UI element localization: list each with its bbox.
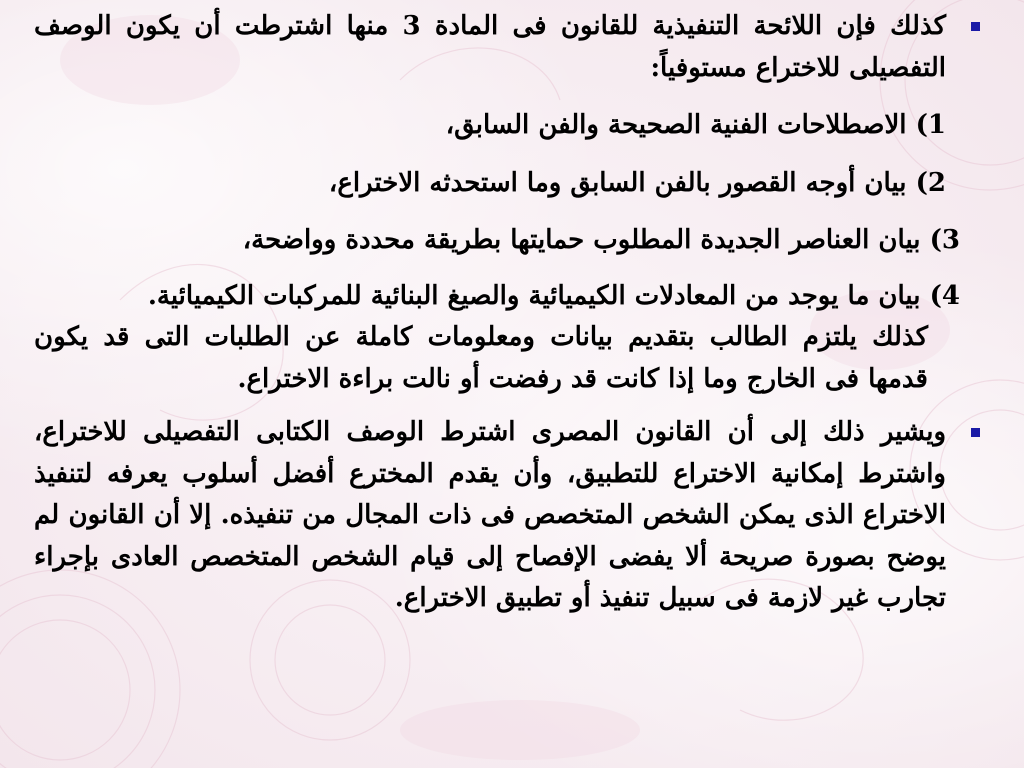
list-item-text: بيان العناصر الجديدة المطلوب حمايتها بطريقة محددة وواضحة، [242, 225, 921, 255]
slide-content [34, 6, 990, 620]
list-item-3 [34, 220, 990, 262]
list-item-number: 1) [915, 110, 946, 140]
list-item-text: بيان ما يوجد من المعادلات الكيميائية والصيغ البنائية للمركبات الكيميائية. [147, 280, 921, 311]
list-item-4 [34, 276, 990, 401]
bullet-2-text: ويشير ذلك إلى أن القانون المصرى اشترط الوصف الكتابى التفصيلى للاختراع، واشترط إمكانية الاختراع للتطبيق، وأن يقدم المخترع أفضل أسلوب يعرفه لتنفيذ الاختراع الذى يمكن الشخص المتخصص فى ذات المجال من تنفيذه. إلا أن القانون لم يوضح بصورة صريحة ألا يفضى الإفصاح إلى قيام الشخص المتخصص العادى بإجراء تجارب غير لازمة فى سبيل تنفيذ أو تطبيق الاختراع. [34, 417, 946, 613]
list-item-1 [34, 105, 990, 147]
list-item-number: 3) [929, 225, 960, 255]
bullet-paragraph-1 [34, 6, 990, 89]
bullet-paragraph-2 [34, 412, 990, 620]
list-item-number: 2) [915, 167, 946, 198]
bullet-square-icon [971, 428, 980, 437]
list-item-2 [34, 163, 990, 205]
list-item-continuation: كذلك يلتزم الطالب بتقديم بيانات ومعلومات كاملة عن الطلبات التى قد يكون قدمها فى الخارج وما إذا كانت قد رفضت أو نالت براءة الاختراع. [34, 322, 928, 394]
bullet-1-text: كذلك فإن اللائحة التنفيذية للقانون فى المادة 3 منها اشترطت أن يكون الوصف التفصيلى للاختراع مستوفياً: [34, 11, 946, 83]
list-item-text: بيان أوجه القصور بالفن السابق وما استحدثه الاختراع، [328, 167, 907, 198]
list-item-number: 4) [929, 280, 960, 311]
requirements-list [34, 105, 990, 400]
list-item-text: الاصطلاحات الفنية الصحيحة والفن السابق، [445, 110, 907, 140]
bullet-square-icon [971, 22, 980, 31]
